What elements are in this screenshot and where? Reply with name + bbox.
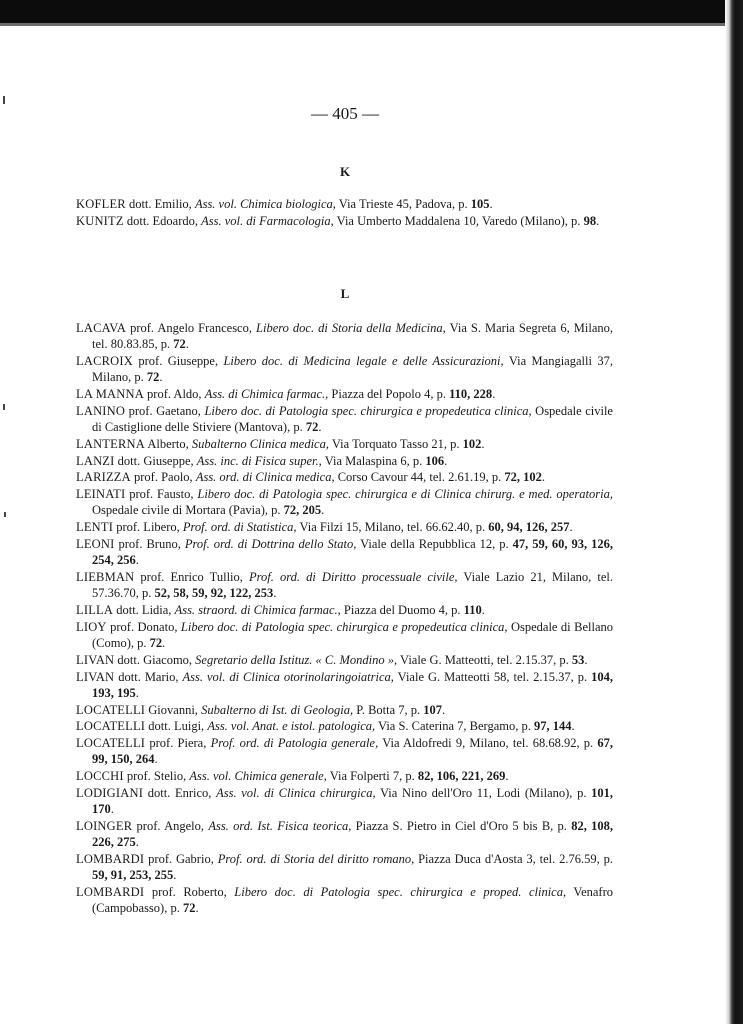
- entry-page-refs: 52, 58, 59, 92, 122, 253: [154, 586, 274, 601]
- directory-entry: [76, 386, 613, 402]
- entry-address: Ospedale civile di Mortara (Pavia), p.: [92, 503, 284, 518]
- directory-entry: [76, 669, 613, 701]
- entry-end-punct: .: [571, 719, 575, 734]
- page-number: — 405 —: [311, 104, 379, 123]
- entry-position: Prof. ord. di Dottrina dello Stato,: [184, 536, 357, 551]
- entry-address: Via Nino dell'Oro 11, Lodi (Milano), p.: [375, 785, 592, 800]
- entry-position: Ass. vol. Anat. e istol. patologica,: [207, 719, 376, 734]
- entry-page-refs: 72, 205: [283, 503, 322, 518]
- entry-page-refs: 59, 91, 253, 255: [92, 868, 174, 883]
- entry-position: Prof. ord. di Patologia generale,: [210, 736, 379, 751]
- directory-entry: [76, 602, 613, 618]
- entry-position: Ass. di Chimica farmac.,: [204, 387, 329, 401]
- scan-margin-mark: [3, 96, 5, 104]
- entry-position: Libero doc. di Medicina legale e delle Assicurazioni,: [223, 354, 504, 368]
- directory-entry: [76, 619, 613, 651]
- entry-end-punct: .: [596, 213, 600, 228]
- entry-page-refs: 53: [571, 652, 585, 667]
- section-letter-k: K: [339, 164, 351, 179]
- entry-page-refs: 110: [463, 602, 482, 617]
- entry-position: Subalterno di Ist. di Geologia,: [201, 702, 354, 717]
- entry-address: Piazza del Duomo 4, p.: [340, 602, 464, 617]
- entry-end-punct: .: [185, 337, 189, 352]
- directory-entry: [76, 403, 613, 435]
- directory-entry: [76, 785, 613, 817]
- entry-end-punct: .: [569, 520, 573, 535]
- entry-end-punct: .: [489, 197, 493, 211]
- directory-entry: [76, 718, 613, 734]
- entry-address: Ospedale di Bellano (Como), p.: [92, 619, 613, 650]
- entry-address: Via S. Caterina 7, Bergamo, p.: [375, 719, 534, 734]
- entry-address: Via Mangiagalli 37, Milano, p.: [92, 354, 613, 385]
- entry-title-name: prof. Paolo,: [130, 470, 196, 485]
- entry-end-punct: .: [154, 752, 158, 767]
- entry-title-name: prof. Bruno,: [114, 536, 185, 551]
- entry-end-punct: .: [584, 652, 588, 667]
- entry-title-name: prof. Angelo,: [132, 818, 209, 833]
- entry-surname: KOFLER: [76, 197, 126, 211]
- entry-end-punct: .: [505, 769, 509, 784]
- entry-page-refs: 101, 170: [92, 785, 613, 817]
- entry-position: Prof. ord. di Statistica,: [182, 520, 297, 535]
- entry-position: Ass. vol. Chimica biologica,: [194, 197, 336, 211]
- entry-list-k: [76, 196, 613, 230]
- directory-entry: [76, 519, 613, 535]
- entry-position: Prof. ord. di Storia del diritto romano,: [217, 851, 415, 866]
- entry-address: Viale Lazio 21, Milano, tel. 57.36.70, p.: [92, 569, 613, 601]
- entry-title-name: dott. Giuseppe,: [114, 453, 197, 468]
- entry-position: Ass. inc. di Fisica super.,: [196, 453, 322, 468]
- entry-address: Via Folperti 7, p.: [326, 769, 418, 784]
- entry-page-refs: 72: [305, 420, 319, 434]
- entry-address: Viale G. Matteotti, tel. 2.15.37, p.: [397, 652, 572, 667]
- entry-position: Ass. ord. di Clinica medica,: [195, 470, 335, 485]
- directory-entry: [76, 768, 613, 784]
- entry-surname: KUNITZ: [76, 213, 124, 228]
- entry-position: Ass. vol. di Clinica otorinolaringoiatrica,: [182, 669, 394, 684]
- entry-position: Libero doc. di Patologia spec. chirurgica e propedeutica clinica,: [180, 619, 508, 634]
- entry-end-punct: .: [318, 420, 322, 434]
- entry-page-refs: 72: [146, 370, 160, 385]
- entry-surname: LOCATELLI: [76, 702, 146, 717]
- entry-address: Piazza Duca d'Aosta 3, tel. 2.76.59, p.: [414, 851, 614, 866]
- entry-surname: LIVAN: [76, 652, 115, 667]
- entry-page-refs: 82, 108, 226, 275: [92, 818, 614, 850]
- entry-page-refs: 60, 94, 126, 257: [488, 520, 570, 535]
- entry-position: Segretario della Istituz. « C. Mondino »,: [195, 652, 398, 667]
- entry-title-name: prof. Roberto,: [144, 884, 235, 899]
- entry-page-refs: 72: [182, 901, 196, 916]
- entry-address: Corso Cavour 44, tel. 2.61.19, p.: [334, 470, 505, 485]
- entry-position: Ass. straord. di Chimica farmac.,: [174, 602, 341, 617]
- entry-page-refs: 105: [470, 197, 490, 211]
- entry-end-punct: .: [110, 802, 114, 817]
- entry-address: Via S. Maria Segreta 6, Milano, tel. 80.83.85, p.: [92, 321, 613, 352]
- entry-surname: LOCATELLI: [76, 719, 146, 734]
- entry-title-name: dott. Emilio,: [125, 197, 195, 211]
- directory-entry: [76, 569, 613, 601]
- directory-entry: [76, 353, 613, 385]
- entry-surname: LOINGER: [76, 818, 133, 833]
- scan-right-edge: [725, 0, 743, 1024]
- scan-margin-mark: [3, 404, 5, 410]
- entry-page-refs: 67, 99, 150, 264: [92, 736, 613, 767]
- entry-surname: LOCCHI: [76, 769, 124, 784]
- entry-address: Via Malaspina 6, p.: [321, 453, 426, 468]
- entry-title-name: Alberto,: [144, 436, 192, 451]
- entry-title-name: prof. Gabrio,: [144, 851, 218, 866]
- directory-entry: [76, 436, 613, 452]
- entry-address: Via Filzi 15, Milano, tel. 66.62.40, p.: [296, 520, 489, 535]
- entry-surname: LOMBARDI: [76, 851, 145, 866]
- entry-surname: LEONI: [76, 536, 115, 551]
- entry-end-punct: .: [321, 503, 325, 518]
- directory-entry: [76, 702, 613, 718]
- entry-end-punct: .: [481, 436, 485, 451]
- entry-position: Ass. ord. Ist. Fisica teorica,: [208, 818, 352, 833]
- directory-entry: [76, 486, 613, 518]
- directory-entry: [76, 652, 613, 668]
- entry-title-name: dott. Lidia,: [113, 602, 175, 617]
- entry-surname: LOCATELLI: [76, 736, 146, 751]
- entry-address: Piazza S. Pietro in Ciel d'Oro 5 bis B, p.: [351, 818, 572, 833]
- directory-entry: [76, 818, 613, 850]
- entry-address: Viale della Repubblica 12, p.: [356, 536, 513, 551]
- entry-surname: LILLA: [76, 602, 114, 617]
- entry-end-punct: .: [162, 635, 166, 650]
- entry-position: Libero doc. di Patologia spec. chirurgica e propedeutica clinica,: [204, 403, 532, 418]
- entry-page-refs: 110, 228: [449, 387, 493, 401]
- entry-title-name: dott. Luigi,: [145, 719, 208, 734]
- entry-page-refs: 107: [423, 702, 443, 717]
- entry-end-punct: .: [173, 868, 177, 883]
- entry-page-refs: 106: [425, 453, 445, 468]
- entry-surname: LANTERNA: [76, 436, 145, 451]
- entry-end-punct: .: [135, 835, 139, 850]
- entry-page-refs: 97, 144: [533, 719, 572, 734]
- scan-top-edge: [0, 0, 743, 24]
- entry-address: Viale G. Matteotti 58, tel. 2.15.37, p.: [393, 669, 592, 684]
- entry-title-name: dott. Edoardo,: [123, 213, 202, 228]
- entry-surname: LA MANNA: [76, 387, 144, 401]
- entry-end-punct: .: [135, 685, 139, 700]
- entry-surname: LODIGIANI: [76, 785, 144, 800]
- entry-title-name: prof. Enrico Tullio,: [134, 569, 249, 584]
- entry-surname: LACAVA: [76, 321, 127, 335]
- entry-address: Venafro (Campobasso), p.: [92, 884, 613, 916]
- entry-title-name: prof. Donato,: [106, 619, 181, 634]
- entry-end-punct: .: [492, 387, 496, 401]
- entry-end-punct: .: [273, 586, 277, 601]
- entry-end-punct: .: [135, 553, 139, 568]
- directory-entry: [76, 536, 613, 568]
- entry-surname: LARIZZA: [76, 470, 131, 485]
- entry-title-name: prof. Piera,: [145, 736, 211, 751]
- directory-entry: [76, 735, 613, 767]
- entry-address: Ospedale civile di Castiglione delle Stiviere (Mantova), p.: [92, 403, 613, 434]
- entry-position: Ass. vol. di Clinica chirurgica,: [216, 785, 376, 800]
- entry-position: Ass. vol. di Farmacologia,: [201, 213, 334, 228]
- entry-position: Ass. vol. Chimica generale,: [189, 769, 327, 784]
- entry-page-refs: 72, 102: [504, 470, 542, 485]
- directory-entry: [76, 469, 613, 485]
- entry-page-refs: 104, 193, 195: [92, 669, 613, 700]
- directory-entry: [76, 196, 613, 212]
- entry-position: Libero doc. di Storia della Medicina,: [256, 321, 446, 335]
- entry-title-name: dott. Mario,: [114, 669, 183, 684]
- entry-title-name: dott. Enrico,: [143, 785, 217, 800]
- entry-end-punct: .: [195, 901, 199, 916]
- entry-end-punct: .: [159, 370, 163, 385]
- entry-surname: LANZI: [76, 453, 115, 468]
- section-letter-l: L: [340, 286, 350, 301]
- entry-page-refs: 72: [173, 337, 186, 352]
- entry-title-name: dott. Giacomo,: [114, 652, 196, 667]
- entry-position: Libero doc. di Patologia spec. chirurgica e di Clinica chirurg. e med. operatoria,: [197, 487, 613, 502]
- entry-page-refs: 47, 59, 60, 93, 126, 254, 256: [92, 536, 614, 568]
- entry-address: Via Trieste 45, Padova, p.: [335, 197, 471, 211]
- entry-title-name: prof. Fausto,: [125, 487, 198, 502]
- scan-margin-mark: [4, 512, 6, 517]
- entry-list-l: [76, 320, 613, 917]
- entry-title-name: prof. Giuseppe,: [132, 354, 224, 368]
- directory-entry: [76, 320, 613, 352]
- entry-address: Via Torquato Tasso 21, p.: [328, 436, 463, 451]
- entry-address: Via Umberto Maddalena 10, Varedo (Milano), p.: [333, 213, 584, 228]
- entry-surname: LIVAN: [76, 669, 115, 684]
- directory-entry: [76, 453, 613, 469]
- entry-title-name: Giovanni,: [145, 702, 202, 717]
- entry-title-name: prof. Angelo Francesco,: [126, 321, 257, 335]
- entry-title-name: prof. Gaetano,: [125, 403, 205, 418]
- directory-entry: [76, 851, 613, 883]
- entry-surname: LOMBARDI: [76, 884, 145, 899]
- entry-position: Subalterno Clinica medica,: [191, 436, 329, 451]
- entry-end-punct: .: [481, 602, 485, 617]
- entry-address: Piazza del Popolo 4, p.: [328, 387, 450, 401]
- directory-entry: [76, 884, 613, 916]
- entry-page-refs: 102: [462, 436, 482, 451]
- entry-address: Via Aldofredi 9, Milano, tel. 68.68.92, p.: [378, 736, 598, 751]
- entry-title-name: prof. Aldo,: [143, 387, 205, 401]
- entry-surname: LENTI: [76, 520, 114, 535]
- entry-surname: LACROIX: [76, 354, 133, 368]
- entry-end-punct: .: [541, 470, 545, 485]
- entry-title-name: prof. Libero,: [113, 520, 183, 535]
- directory-entry: [76, 213, 613, 229]
- entry-surname: LEINATI: [76, 487, 126, 502]
- entry-page-refs: 82, 106, 221, 269: [417, 769, 506, 784]
- entry-surname: LIEBMAN: [76, 569, 135, 584]
- entry-title-name: prof. Stelio,: [123, 769, 190, 784]
- entry-page-refs: 72: [149, 635, 163, 650]
- entry-end-punct: .: [444, 453, 448, 468]
- entry-surname: LIOY: [76, 619, 107, 634]
- entry-end-punct: .: [442, 702, 446, 717]
- entry-address: P. Botta 7, p.: [353, 702, 424, 717]
- entry-page-refs: 98: [583, 213, 597, 228]
- entry-position: Prof. ord. di Diritto processuale civile,: [248, 569, 458, 584]
- entry-position: Libero doc. di Patologia spec. chirurgica e proped. clinica,: [234, 884, 567, 899]
- entry-surname: LANINO: [76, 403, 126, 418]
